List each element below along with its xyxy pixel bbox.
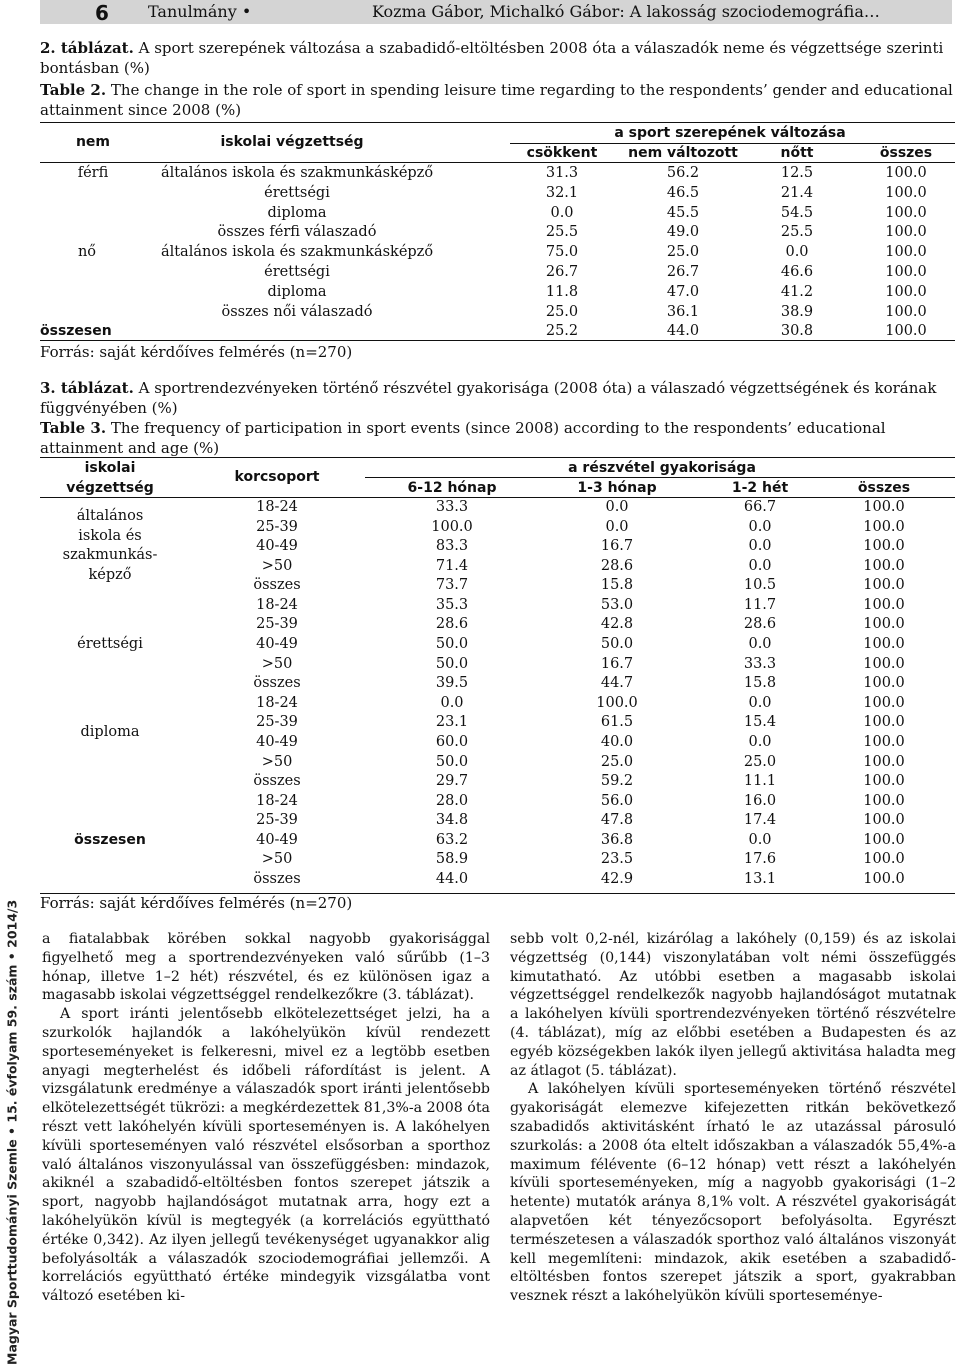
table3-cell: 73.7 xyxy=(435,577,469,594)
table3-group-label: összesen xyxy=(74,831,146,848)
table3-cell: 100.0 xyxy=(863,733,905,750)
table2-cell: 25.0 xyxy=(545,303,579,320)
table3-cell: 17.6 xyxy=(743,851,777,868)
table3-cell: 44.0 xyxy=(435,871,469,888)
table3-cell: 33.3 xyxy=(435,499,469,515)
table3-cell: 25.0 xyxy=(743,753,777,770)
table3-cell: 58.9 xyxy=(435,851,469,868)
table3-cell: 50.0 xyxy=(600,636,634,653)
table3-cell: 16.7 xyxy=(600,655,634,672)
table3-header-rule xyxy=(40,497,955,498)
table3-age-label: 18-24 xyxy=(256,499,298,515)
table3-cell: 15.8 xyxy=(600,577,634,594)
table3-cell: 35.3 xyxy=(435,596,469,613)
table3-cell: 0.0 xyxy=(440,694,464,711)
table3-cell: 0.0 xyxy=(748,538,772,555)
table2-cell: 100.0 xyxy=(885,224,927,241)
table2-cell: 26.7 xyxy=(545,264,579,280)
table3-cell: 0.0 xyxy=(605,518,629,535)
table3-cell: 0.0 xyxy=(748,518,772,535)
table3-header-group: a részvétel gyakorisága xyxy=(568,460,756,476)
table3-cell: 50.0 xyxy=(435,636,469,653)
table2-cell: 36.1 xyxy=(666,303,700,320)
table3-age-label: >50 xyxy=(261,851,293,868)
table3-cell: 61.5 xyxy=(600,714,634,731)
table3-cell: 28.6 xyxy=(600,557,634,574)
table3-cell: 44.7 xyxy=(600,675,634,692)
table3-caption-en: Table 3. The frequency of participation in sport events (since 2008) according to the respondents’ educational attainment and age (%) xyxy=(40,419,886,457)
table3-group-rule xyxy=(365,477,955,478)
table3-cell: 100.0 xyxy=(863,812,905,829)
table3-age-label: >50 xyxy=(261,753,293,770)
table3-header-age: korcsoport xyxy=(234,469,320,485)
table3-cell: 100.0 xyxy=(431,518,473,535)
table3-age-label: 25-39 xyxy=(256,518,298,535)
table2-cell: 25.5 xyxy=(780,224,814,241)
table3-cell: 28.6 xyxy=(435,616,469,633)
table2-header-gender: nem xyxy=(75,134,111,150)
table3-cell: 11.1 xyxy=(743,773,777,790)
table2-cell: 21.4 xyxy=(780,184,814,201)
table3-age-label: 25-39 xyxy=(256,812,298,829)
table2-cell: 32.1 xyxy=(545,184,579,201)
table2-cell: 0.0 xyxy=(785,244,809,261)
table2-cell: 75.0 xyxy=(545,244,579,261)
table2-total-cell: 30.8 xyxy=(780,323,814,340)
table2-row-label: diploma xyxy=(267,204,327,221)
table3-cell: 100.0 xyxy=(863,694,905,711)
table3-age-label: összes xyxy=(253,577,301,594)
body-left-column xyxy=(42,930,490,1306)
table3-cell: 63.2 xyxy=(435,831,469,848)
table3-source: Forrás: saját kérdőíves felmérés (n=270) xyxy=(40,894,353,912)
table3-cell: 100.0 xyxy=(863,773,905,790)
table3-cell: 100.0 xyxy=(863,538,905,555)
table3-age-label: >50 xyxy=(261,655,293,672)
table3-cell: 100.0 xyxy=(863,792,905,809)
table3-cell: 100.0 xyxy=(863,675,905,692)
table3-cell: 100.0 xyxy=(863,655,905,672)
table3-cell: 10.5 xyxy=(743,577,777,594)
table2-row-label: összes férfi válaszadó xyxy=(217,224,377,241)
table3-group-label: szakmunkás- xyxy=(62,547,158,563)
table3-cell: 56.0 xyxy=(600,792,634,809)
table2-cell: 38.9 xyxy=(780,303,814,320)
table3-cell: 71.4 xyxy=(435,557,469,574)
table3-cell: 100.0 xyxy=(863,616,905,633)
table2-cell: 31.3 xyxy=(545,165,579,181)
table3-age-label: összes xyxy=(253,675,301,692)
table3-cell: 36.8 xyxy=(600,831,634,848)
table3-cell: 13.1 xyxy=(743,871,777,888)
table2-cell: 12.5 xyxy=(780,165,814,181)
table3-cell: 28.6 xyxy=(743,616,777,633)
table2-cell: 26.7 xyxy=(666,264,700,280)
table3-cell: 66.7 xyxy=(743,499,777,515)
table2-total-cell: 100.0 xyxy=(885,323,927,340)
table2-cell: 49.0 xyxy=(666,224,700,241)
table3-cell: 39.5 xyxy=(435,675,469,692)
table2-gender-label: nő xyxy=(77,244,97,261)
table3-group-label: érettségi xyxy=(77,636,143,653)
table2-caption-en: Table 2. The change in the role of sport in spending leisure time regarding to the respondents’ gender and educational attainment since 2008 (%) xyxy=(40,81,953,119)
table2-total-cell: 25.2 xyxy=(545,323,579,340)
table2-cell: 25.0 xyxy=(666,244,700,261)
table2-caption-hu: 2. táblázat. A sport szerepének változása a szabadidő-eltöltésben 2008 óta a válaszadók neme és végzettsége szerinti bontásban (%) xyxy=(40,39,944,77)
table3-col-header: 6-12 hónap xyxy=(407,480,497,496)
table3-cell: 0.0 xyxy=(748,694,772,711)
table3-cell: 29.7 xyxy=(435,773,469,790)
table3-cell: 25.0 xyxy=(600,753,634,770)
table3-age-label: 18-24 xyxy=(256,792,298,809)
table3-cell: 0.0 xyxy=(748,557,772,574)
table3-group-label: iskola és xyxy=(78,527,142,544)
page-number: 6 xyxy=(95,1,109,25)
table2-col-header: nem változott xyxy=(628,145,738,161)
body-right-column xyxy=(510,930,956,1306)
table3-cell: 15.4 xyxy=(743,714,777,731)
table3-cell: 11.7 xyxy=(743,596,777,613)
table3-age-label: összes xyxy=(253,773,301,790)
running-title: Kozma Gábor, Michalkó Gábor: A lakosság szociodemográfia… xyxy=(372,2,880,21)
table3-cell: 100.0 xyxy=(863,831,905,848)
table3-age-label: 25-39 xyxy=(256,616,298,633)
table2-header-rule xyxy=(40,162,955,163)
table2-cell: 56.2 xyxy=(666,165,700,181)
table3-cell: 100.0 xyxy=(863,577,905,594)
table2-cell: 41.2 xyxy=(780,283,814,300)
table3-cell: 53.0 xyxy=(600,596,634,613)
table2-cell: 100.0 xyxy=(885,264,927,280)
table2-bottom-rule xyxy=(40,340,955,341)
table3-age-label: 18-24 xyxy=(256,596,298,613)
table3-cell: 100.0 xyxy=(863,851,905,868)
body-paragraph: A lakóhelyen kívüli sporteseményeken történő részvétel gyakoriságát elemezve kifejezetten ritkán bekövetkező szabadidős aktivitásként írható le az utazással párosuló szurkolás: a 2008 óta eltelt időszakban a válaszadók 55,4%-a maximum félévente (6–12 hónap) vett részt a lakóhelyén kívüli sporteseményeken, míg a nagyobb gyakorisági (1–2 hetente) mutatók aránya 8,1% volt. A részvétel gyakoriságát alapvetően két tényezőcsoport befolyásolta. Egyrészt természetesen a válaszadók sporthoz való általános viszonyát kell megemlíteni: mindazok, akik esetében a szabadidő-eltöltésben fontos szerepet játszik a sport, gyakrabban vesznek részt a lakóhelyükön kívüli sporteseménye- xyxy=(510,1081,956,1305)
table3-age-label: 40-49 xyxy=(256,733,298,750)
table2-row-label: érettségi xyxy=(264,264,330,280)
table2-col-header: csökkent xyxy=(526,145,598,161)
table3-cell: 42.8 xyxy=(600,616,634,633)
body-paragraph: a fiatalabbak körében sokkal nagyobb gyakorisággal figyelhető meg a sportrendezvényeken való sűrűbb (1–3 hónap, illetve 1–2 hét) részvétel, és ez különösen igaz a magasabb iskolai végzettséggel rendelkezőkre (3. táblázat). xyxy=(42,931,490,1004)
table3-cell: 0.0 xyxy=(748,636,772,653)
table3-age-label: 40-49 xyxy=(256,636,298,653)
table3-col-header: 1-3 hónap xyxy=(577,480,657,496)
table3-cell: 16.7 xyxy=(600,538,634,555)
table2-cell: 11.8 xyxy=(545,283,579,300)
table3-header-education: végzettség xyxy=(66,480,154,496)
table3-cell: 100.0 xyxy=(863,557,905,574)
table3-cell: 100.0 xyxy=(863,871,905,888)
table2-row-label: érettségi xyxy=(264,184,330,201)
table3-age-label: >50 xyxy=(261,557,293,574)
table3-cell: 42.9 xyxy=(600,871,634,888)
table3-cell: 47.8 xyxy=(600,812,634,829)
table2-header-education: iskolai végzettség xyxy=(220,134,364,150)
table3-cell: 16.0 xyxy=(743,792,777,809)
table2-cell: 46.6 xyxy=(780,264,814,280)
table2-row-label: általános iskola és szakmunkásképző xyxy=(160,244,434,261)
table3-cell: 100.0 xyxy=(596,694,638,711)
table2-col-header: nőtt xyxy=(780,145,814,161)
table2-top-rule xyxy=(40,122,955,123)
table3-col-header: összes xyxy=(857,480,911,496)
table3-cell: 0.0 xyxy=(748,733,772,750)
table2-cell: 54.5 xyxy=(780,204,814,221)
table3-age-label: 40-49 xyxy=(256,831,298,848)
table2-cell: 100.0 xyxy=(885,184,927,201)
table3-cell: 100.0 xyxy=(863,596,905,613)
table2-cell: 100.0 xyxy=(885,303,927,320)
table3-caption-hu: 3. táblázat. A sportrendezvényeken történő részvétel gyakorisága (2008 óta) a válaszadó végzettségének és korának függvényében (%) xyxy=(40,379,937,417)
table2-cell: 25.5 xyxy=(545,224,579,241)
table3-age-label: összes xyxy=(253,871,301,888)
table2-row-label: általános iskola és szakmunkásképző xyxy=(160,165,434,181)
body-paragraph: sebb volt 0,2-nél, kizárólag a lakóhely (0,159) és az iskolai végzettség (0,144) viszonylatában volt némi összefüggés kimutatható. Az utóbbi esetben a magasabb iskolai végzettséggel rendelkezők nagyobb hajlandóságot mutatnak a lakóhelyen kívüli sportrendezvényeken történő részvételre (4. táblázat), míg az előbbi esetében a Budapesten és az egyéb községekben lakók ilyen jellegű aktivitása haladta meg az átlagot (5. táblázat). xyxy=(510,931,956,1079)
table2-source: Forrás: saját kérdőíves felmérés (n=270) xyxy=(40,343,353,361)
table3-cell: 0.0 xyxy=(748,831,772,848)
journal-sidebar: Magyar Sporttudományi Szemle • 15. évfolyam 59. szám • 2014/3 xyxy=(4,899,20,1365)
table3-cell: 40.0 xyxy=(600,733,634,750)
table3-header-education: iskolai xyxy=(84,460,136,476)
table3-cell: 60.0 xyxy=(435,733,469,750)
table2-header-group: a sport szerepének változása xyxy=(614,125,846,141)
table2-cell: 45.5 xyxy=(666,204,700,221)
table3-cell: 23.1 xyxy=(435,714,469,731)
table3-cell: 34.8 xyxy=(435,812,469,829)
table3-cell: 0.0 xyxy=(605,499,629,515)
table2-row-label: összes női válaszadó xyxy=(221,303,373,320)
table2-cell: 0.0 xyxy=(550,204,574,221)
table3-col-header: 1-2 hét xyxy=(731,480,789,496)
table3-cell: 83.3 xyxy=(435,538,469,555)
table3-cell: 100.0 xyxy=(863,714,905,731)
table3-cell: 100.0 xyxy=(863,499,905,515)
table3-cell: 23.5 xyxy=(600,851,634,868)
table3-cell: 100.0 xyxy=(863,753,905,770)
table3-cell: 100.0 xyxy=(863,518,905,535)
table3-cell: 15.8 xyxy=(743,675,777,692)
section-label: Tanulmány • xyxy=(148,2,252,21)
table2-cell: 100.0 xyxy=(885,244,927,261)
table3-cell: 100.0 xyxy=(863,636,905,653)
table2-total-label: összesen xyxy=(40,323,112,340)
table3-cell: 59.2 xyxy=(600,773,634,790)
table3-cell: 33.3 xyxy=(743,655,777,672)
table3-age-label: 25-39 xyxy=(256,714,298,731)
table3-cell: 50.0 xyxy=(435,655,469,672)
table2-row-label: diploma xyxy=(267,283,327,300)
table2-gender-label: férfi xyxy=(77,165,109,181)
table2-cell: 100.0 xyxy=(885,283,927,300)
table3-group-label: képző xyxy=(88,566,132,583)
table3-age-label: 18-24 xyxy=(256,694,298,711)
table2-cell: 100.0 xyxy=(885,204,927,221)
table2-col-header: összes xyxy=(879,145,933,161)
table2-cell: 46.5 xyxy=(666,184,700,201)
table3-group-label: általános xyxy=(76,508,144,524)
table2-cell: 100.0 xyxy=(885,165,927,181)
table3-cell: 50.0 xyxy=(435,753,469,770)
table3-group-label: diploma xyxy=(80,724,140,741)
table3-cell: 28.0 xyxy=(435,792,469,809)
table2-total-cell: 44.0 xyxy=(666,323,700,340)
table2-cell: 47.0 xyxy=(666,283,700,300)
table3-age-label: 40-49 xyxy=(256,538,298,555)
body-paragraph: A sport iránti jelentősebb elkötelezettséget jelzi, ha a szurkolók hajlandók a lakóhelyükön kívül rendezett sporteseményeket is felkeresni, mivel ez a legtöbb esetben anyagi megterhelést és időbeli ráfordítást is jelent. A vizsgálatunk eredménye a válaszadók sport iránti jelentősebb elkötelezettségét tükrözi: a megkérdezettek 81,3%-a 2008 óta részt vett lakóhelyén kívüli sporteseményen is. A lakóhelyen kívüli sporteseményen való részvétel elsősorban a sporthoz való általános viszonyulással van összefüggésben: mindazok, akiknél a szabadidő-eltöltésben fontos szerepet játszik a sport, nagyobb hajlandóságot mutatnak arra, hogy ezt a lakóhelyükön kívül is megtegyék (a korrelációs együttható értéke 0,342). Az ilyen jellegű tevékenységet ugyanakkor alig befolyásolták a válaszadók szociodemográfiai jellemzői. A korrelációs együttható értéke mindegyik vizsgálatba vont változó esetében ki- xyxy=(42,1006,490,1305)
table3-cell: 17.4 xyxy=(743,812,777,829)
